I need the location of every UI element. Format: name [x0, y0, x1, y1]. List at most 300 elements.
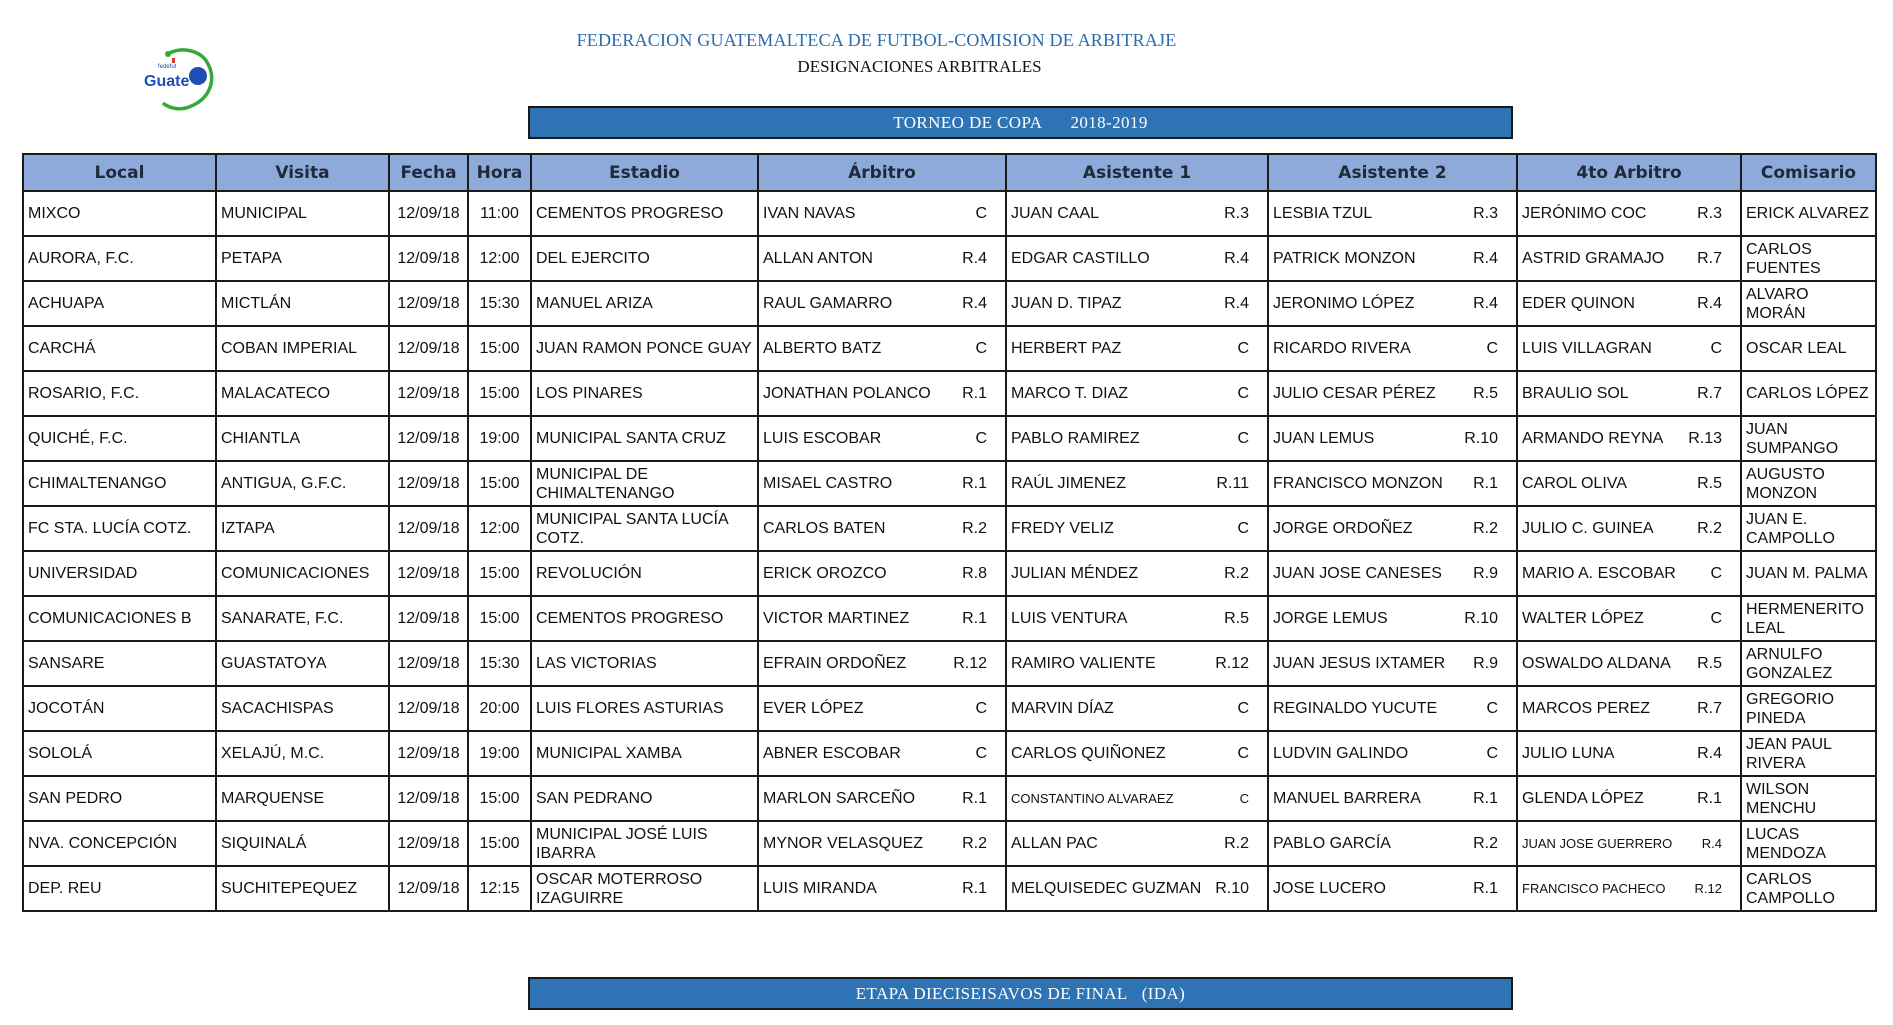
column-header-comisario: Comisario	[1741, 154, 1876, 191]
assistant-2-cell	[1268, 866, 1517, 911]
assistant-2-cell-rank: R.3	[1473, 205, 1498, 222]
referee-cell	[758, 641, 1006, 686]
fourth-official-cell	[1517, 776, 1741, 821]
date-cell: 12/09/18	[389, 236, 468, 281]
assistant-2-cell-rank: R.2	[1473, 835, 1498, 852]
commissioner-cell: JEAN PAUL RIVERA	[1741, 731, 1876, 776]
assistant-1-cell	[1006, 776, 1268, 821]
referee-cell-rank: R.1	[962, 880, 987, 897]
assistant-2-cell-name: JORGE ORDOÑEZ	[1273, 520, 1413, 537]
fourth-official-cell-name: GLENDA LÓPEZ	[1522, 790, 1644, 807]
stadium-cell: MUNICIPAL DE CHIMALTENANGO	[531, 461, 758, 506]
time-cell: 12:00	[468, 236, 531, 281]
commissioner-cell: GREGORIO PINEDA	[1741, 686, 1876, 731]
table-row	[23, 236, 1876, 281]
referee-cell-rank: C	[975, 205, 987, 222]
commissioner-cell: HERMENERITO LEAL	[1741, 596, 1876, 641]
commissioner-cell: LUCAS MENDOZA	[1741, 821, 1876, 866]
assistant-2-cell-rank: R.1	[1473, 880, 1498, 897]
date-cell: 12/09/18	[389, 461, 468, 506]
assistant-1-cell-rank: C	[1237, 520, 1249, 537]
fourth-official-cell-rank: R.1	[1697, 790, 1722, 807]
assistant-1-cell-name: JUAN D. TIPAZ	[1011, 295, 1122, 312]
visiting-team-cell: SUCHITEPEQUEZ	[216, 866, 389, 911]
date-cell: 12/09/18	[389, 776, 468, 821]
referee-cell	[758, 686, 1006, 731]
commissioner-cell: ARNULFO GONZALEZ	[1741, 641, 1876, 686]
assistant-2-cell-rank: C	[1486, 700, 1498, 717]
fourth-official-cell-name: JULIO LUNA	[1522, 745, 1615, 762]
logo-small-text: fedefut	[158, 64, 177, 70]
column-header-4to-arbitro: 4to Arbitro	[1517, 154, 1741, 191]
fourth-official-cell-rank: R.4	[1697, 745, 1722, 762]
visiting-team-cell: PETAPA	[216, 236, 389, 281]
local-team-cell: ACHUAPA	[23, 281, 216, 326]
assistant-1-cell-rank: R.3	[1224, 205, 1249, 222]
stadium-cell: LOS PINARES	[531, 371, 758, 416]
assistant-1-cell-name: EDGAR CASTILLO	[1011, 250, 1150, 267]
fourth-official-cell	[1517, 686, 1741, 731]
time-cell: 19:00	[468, 731, 531, 776]
assistant-2-cell	[1268, 326, 1517, 371]
assistant-1-cell-rank: C	[1237, 700, 1249, 717]
date-cell: 12/09/18	[389, 281, 468, 326]
column-header-asistente-2: Asistente 2	[1268, 154, 1517, 191]
fourth-official-cell-name: JULIO C. GUINEA	[1522, 520, 1654, 537]
time-cell: 20:00	[468, 686, 531, 731]
referee-cell-name: MARLON SARCEÑO	[763, 790, 916, 807]
fourth-official-cell-rank: R.5	[1697, 475, 1722, 492]
commissioner-cell: CARLOS CAMPOLLO	[1741, 866, 1876, 911]
assistant-2-cell-rank: C	[1486, 745, 1498, 762]
commissioner-cell: CARLOS LÓPEZ	[1741, 371, 1876, 416]
commissioner-cell: WILSON MENCHU	[1741, 776, 1876, 821]
commissioner-cell: OSCAR LEAL	[1741, 326, 1876, 371]
assistant-1-cell	[1006, 596, 1268, 641]
assistant-2-cell-name: JERONIMO LÓPEZ	[1273, 295, 1415, 312]
assistant-1-cell-rank: R.2	[1224, 565, 1249, 582]
local-team-cell: QUICHÉ, F.C.	[23, 416, 216, 461]
assistant-2-cell-name: JOSE LUCERO	[1273, 880, 1386, 897]
fourth-official-cell-rank: R.4	[1697, 295, 1722, 312]
local-team-cell: CARCHÁ	[23, 326, 216, 371]
table-row	[23, 461, 1876, 506]
local-team-cell: DEP. REU	[23, 866, 216, 911]
stadium-cell: CEMENTOS PROGRESO	[531, 191, 758, 236]
assistant-1-cell-rank: R.11	[1216, 475, 1249, 492]
date-cell: 12/09/18	[389, 371, 468, 416]
column-header-estadio: Estadio	[531, 154, 758, 191]
assistant-1-cell	[1006, 326, 1268, 371]
local-team-cell: SOLOLÁ	[23, 731, 216, 776]
tournament-season: 2018-2019	[1070, 112, 1148, 132]
date-cell: 12/09/18	[389, 821, 468, 866]
assistant-1-cell-name: RAMIRO VALIENTE	[1011, 655, 1156, 672]
fourth-official-cell-rank: R.13	[1688, 430, 1722, 447]
time-cell: 15:00	[468, 821, 531, 866]
fourth-official-cell	[1517, 416, 1741, 461]
referee-cell-rank: C	[975, 700, 987, 717]
assistant-1-cell-name: CARLOS QUIÑONEZ	[1011, 745, 1166, 762]
assistant-1-cell	[1006, 461, 1268, 506]
referee-cell-rank: R.2	[962, 520, 987, 537]
stadium-cell: MUNICIPAL JOSÉ LUIS IBARRA	[531, 821, 758, 866]
assistant-1-cell	[1006, 866, 1268, 911]
column-header-visita: Visita	[216, 154, 389, 191]
fourth-official-cell-rank: R.2	[1697, 520, 1722, 537]
assistant-2-cell-name: JORGE LEMUS	[1273, 610, 1388, 627]
local-team-cell: JOCOTÁN	[23, 686, 216, 731]
assistant-1-cell	[1006, 236, 1268, 281]
time-cell: 15:30	[468, 641, 531, 686]
assistant-2-cell	[1268, 461, 1517, 506]
column-header-asistente-1: Asistente 1	[1006, 154, 1268, 191]
visiting-team-cell: COMUNICACIONES	[216, 551, 389, 596]
assistant-1-cell	[1006, 506, 1268, 551]
table-row	[23, 506, 1876, 551]
fourth-official-cell-name: OSWALDO ALDANA	[1522, 655, 1671, 672]
table-row	[23, 281, 1876, 326]
assistant-2-cell-rank: R.9	[1473, 655, 1498, 672]
referee-cell-rank: R.1	[962, 790, 987, 807]
assistant-1-cell	[1006, 686, 1268, 731]
assistant-2-cell-rank: R.5	[1473, 385, 1498, 402]
assistant-2-cell-name: JULIO CESAR PÉREZ	[1273, 385, 1436, 402]
stage-leg: (IDA)	[1141, 983, 1186, 1003]
stadium-cell: MUNICIPAL SANTA LUCÍA COTZ.	[531, 506, 758, 551]
local-team-cell: COMUNICACIONES B	[23, 596, 216, 641]
visiting-team-cell: ANTIGUA, G.F.C.	[216, 461, 389, 506]
referee-cell	[758, 551, 1006, 596]
fourth-official-cell-name: EDER QUINON	[1522, 295, 1635, 312]
stadium-cell: MUNICIPAL XAMBA	[531, 731, 758, 776]
assistant-2-cell	[1268, 596, 1517, 641]
time-cell: 15:00	[468, 326, 531, 371]
fourth-official-cell-rank: C	[1710, 565, 1722, 582]
assistant-1-cell	[1006, 416, 1268, 461]
fourth-official-cell	[1517, 551, 1741, 596]
local-team-cell: MIXCO	[23, 191, 216, 236]
fourth-official-cell	[1517, 821, 1741, 866]
assistant-1-cell	[1006, 731, 1268, 776]
assistant-2-cell-rank: R.10	[1464, 610, 1498, 627]
referee-cell	[758, 821, 1006, 866]
assistant-2-cell	[1268, 236, 1517, 281]
commissioner-cell: ERICK ALVAREZ	[1741, 191, 1876, 236]
assistant-2-cell	[1268, 641, 1517, 686]
column-header-local: Local	[23, 154, 216, 191]
fourth-official-cell-rank: R.5	[1697, 655, 1722, 672]
commissioner-cell: AUGUSTO MONZON	[1741, 461, 1876, 506]
referee-cell	[758, 866, 1006, 911]
assistant-2-cell-name: PABLO GARCÍA	[1273, 835, 1391, 852]
table-header-row	[23, 154, 1876, 191]
fourth-official-cell	[1517, 731, 1741, 776]
visiting-team-cell: CHIANTLA	[216, 416, 389, 461]
time-cell: 15:00	[468, 371, 531, 416]
stadium-cell: LUIS FLORES ASTURIAS	[531, 686, 758, 731]
referee-cell-rank: R.4	[962, 250, 987, 267]
document-subtitle-text: DESIGNACIONES ARBITRALES	[797, 57, 1042, 76]
table-row	[23, 371, 1876, 416]
time-cell: 15:00	[468, 461, 531, 506]
visiting-team-cell: COBAN IMPERIAL	[216, 326, 389, 371]
table-row	[23, 551, 1876, 596]
referee-cell-rank: R.8	[962, 565, 987, 582]
stadium-cell: REVOLUCIÓN	[531, 551, 758, 596]
tournament-name: TORNEO DE COPA	[893, 112, 1043, 132]
referee-cell-rank: R.1	[962, 610, 987, 627]
assistant-1-cell-rank: R.5	[1224, 610, 1249, 627]
assistant-2-cell-name: RICARDO RIVERA	[1273, 340, 1411, 357]
column-header-arbitro: Árbitro	[758, 154, 1006, 191]
referee-cell-name: ALBERTO BATZ	[763, 340, 882, 357]
fourth-official-cell-rank: R.7	[1697, 250, 1722, 267]
table-row	[23, 416, 1876, 461]
local-team-cell: SAN PEDRO	[23, 776, 216, 821]
visiting-team-cell: MALACATECO	[216, 371, 389, 416]
referee-cell-name: ABNER ESCOBAR	[763, 745, 901, 762]
fourth-official-cell-name: MARCOS PEREZ	[1522, 700, 1651, 717]
fourth-official-cell	[1517, 461, 1741, 506]
commissioner-cell: CARLOS FUENTES	[1741, 236, 1876, 281]
commissioner-cell: ALVARO MORÁN	[1741, 281, 1876, 326]
assistant-1-cell-rank: R.10	[1215, 880, 1249, 897]
assistant-1-cell-name: MARVIN DÍAZ	[1011, 700, 1114, 717]
stadium-cell: SAN PEDRANO	[531, 776, 758, 821]
referee-cell-name: CARLOS BATEN	[763, 520, 886, 537]
assistant-2-cell-name: JUAN LEMUS	[1273, 430, 1375, 447]
visiting-team-cell: MARQUENSE	[216, 776, 389, 821]
referee-cell-rank: C	[975, 745, 987, 762]
referee-cell-name: ALLAN ANTON	[763, 250, 873, 267]
referee-cell-rank: R.1	[962, 475, 987, 492]
assistant-1-cell	[1006, 371, 1268, 416]
fourth-official-cell	[1517, 236, 1741, 281]
assistant-1-cell-rank: C	[1237, 745, 1249, 762]
assistant-2-cell	[1268, 506, 1517, 551]
document-subtitle	[0, 57, 1893, 77]
assistant-1-cell	[1006, 821, 1268, 866]
fourth-official-cell-name: MARIO A. ESCOBAR	[1522, 565, 1676, 582]
table-row	[23, 191, 1876, 236]
assistant-1-cell-rank: C	[1237, 385, 1249, 402]
referee-cell-rank: R.4	[962, 295, 987, 312]
assistant-1-cell-rank: C	[1239, 791, 1249, 806]
stage-name: ETAPA DIECISEISAVOS DE FINAL	[855, 983, 1128, 1003]
time-cell: 19:00	[468, 416, 531, 461]
referee-cell-rank: R.12	[953, 655, 987, 672]
time-cell: 12:00	[468, 506, 531, 551]
assistant-1-cell-name: RAÚL JIMENEZ	[1011, 475, 1126, 492]
referee-cell	[758, 191, 1006, 236]
referee-cell-name: LUIS MIRANDA	[763, 880, 877, 897]
referee-cell-name: MYNOR VELASQUEZ	[763, 835, 924, 852]
date-cell: 12/09/18	[389, 506, 468, 551]
stadium-cell: DEL EJERCITO	[531, 236, 758, 281]
commissioner-cell: JUAN SUMPANGO	[1741, 416, 1876, 461]
fourth-official-cell-name: ARMANDO REYNA	[1522, 430, 1664, 447]
visiting-team-cell: MUNICIPAL	[216, 191, 389, 236]
stadium-cell: OSCAR MOTERROSO IZAGUIRRE	[531, 866, 758, 911]
assistant-2-cell-name: PATRICK MONZON	[1273, 250, 1416, 267]
fourth-official-cell	[1517, 866, 1741, 911]
referee-cell-name: MISAEL CASTRO	[763, 475, 893, 492]
tournament-banner	[528, 106, 1513, 139]
federation-title-text: FEDERACION GUATEMALTECA DE FUTBOL-COMISION DE ARBITRAJE	[576, 30, 1177, 50]
assistant-1-cell-name: JUAN CAAL	[1011, 205, 1100, 222]
assistant-2-cell-name: JUAN JESUS IXTAMER	[1273, 655, 1446, 672]
referee-cell	[758, 326, 1006, 371]
assistant-1-cell	[1006, 641, 1268, 686]
stadium-cell: CEMENTOS PROGRESO	[531, 596, 758, 641]
referee-cell-rank: C	[975, 340, 987, 357]
column-header-hora: Hora	[468, 154, 531, 191]
assistant-1-cell-name: FREDY VELIZ	[1011, 520, 1114, 537]
time-cell: 12:15	[468, 866, 531, 911]
referee-cell-rank: R.1	[962, 385, 987, 402]
referee-cell	[758, 506, 1006, 551]
time-cell: 15:30	[468, 281, 531, 326]
table-row	[23, 641, 1876, 686]
assistant-2-cell	[1268, 281, 1517, 326]
fourth-official-cell	[1517, 371, 1741, 416]
date-cell: 12/09/18	[389, 416, 468, 461]
fourth-official-cell-name: JERÓNIMO COC	[1522, 205, 1647, 222]
table-row	[23, 776, 1876, 821]
commissioner-cell: JUAN M. PALMA	[1741, 551, 1876, 596]
visiting-team-cell: GUASTATOYA	[216, 641, 389, 686]
assistant-1-cell-rank: C	[1237, 340, 1249, 357]
referee-cell	[758, 236, 1006, 281]
fourth-official-cell-rank: R.7	[1697, 700, 1722, 717]
assistant-1-cell-name: HERBERT PAZ	[1011, 340, 1122, 357]
assistant-1-cell-name: CONSTANTINO ALVARAEZ	[1011, 791, 1174, 806]
date-cell: 12/09/18	[389, 551, 468, 596]
fourth-official-cell	[1517, 326, 1741, 371]
referee-cell-name: EFRAIN ORDOÑEZ	[763, 655, 907, 672]
referee-cell	[758, 731, 1006, 776]
referee-cell	[758, 461, 1006, 506]
referee-cell-name: RAUL GAMARRO	[763, 295, 893, 312]
assistant-2-cell-rank: R.9	[1473, 565, 1498, 582]
assistant-2-cell	[1268, 371, 1517, 416]
referee-cell	[758, 416, 1006, 461]
referee-cell	[758, 371, 1006, 416]
stadium-cell: LAS VICTORIAS	[531, 641, 758, 686]
assistant-2-cell-name: JUAN JOSE CANESES	[1273, 565, 1442, 582]
local-team-cell: SANSARE	[23, 641, 216, 686]
assistant-1-cell	[1006, 551, 1268, 596]
assistant-2-cell-rank: R.2	[1473, 520, 1498, 537]
assistant-2-cell-rank: R.4	[1473, 250, 1498, 267]
date-cell: 12/09/18	[389, 686, 468, 731]
assistant-2-cell-rank: R.4	[1473, 295, 1498, 312]
fourth-official-cell-rank: R.4	[1701, 836, 1722, 851]
referee-cell-name: VICTOR MARTINEZ	[763, 610, 910, 627]
assistant-1-cell-rank: C	[1237, 430, 1249, 447]
fourth-official-cell-rank: R.7	[1697, 385, 1722, 402]
stage-banner	[528, 977, 1513, 1010]
assistant-1-cell-rank: R.4	[1224, 250, 1249, 267]
time-cell: 11:00	[468, 191, 531, 236]
visiting-team-cell: MICTLÁN	[216, 281, 389, 326]
assistant-2-cell	[1268, 776, 1517, 821]
fourth-official-cell-rank: C	[1710, 610, 1722, 627]
assistant-1-cell	[1006, 191, 1268, 236]
fourth-official-cell-name: BRAULIO SOL	[1522, 385, 1629, 402]
assistant-2-cell	[1268, 416, 1517, 461]
commissioner-cell: JUAN E. CAMPOLLO	[1741, 506, 1876, 551]
assistant-1-cell-name: LUIS VENTURA	[1011, 610, 1128, 627]
stadium-cell: MUNICIPAL SANTA CRUZ	[531, 416, 758, 461]
assistant-1-cell	[1006, 281, 1268, 326]
referee-cell	[758, 596, 1006, 641]
assistant-2-cell-rank: R.10	[1464, 430, 1498, 447]
federation-title	[0, 30, 1893, 51]
date-cell: 12/09/18	[389, 326, 468, 371]
assistant-2-cell-name: MANUEL BARRERA	[1273, 790, 1421, 807]
assistant-2-cell-name: FRANCISCO MONZON	[1273, 475, 1443, 492]
time-cell: 15:00	[468, 596, 531, 641]
visiting-team-cell: XELAJÚ, M.C.	[216, 731, 389, 776]
assistant-1-cell-name: PABLO RAMIREZ	[1011, 430, 1140, 447]
assistant-2-cell-name: LUDVIN GALINDO	[1273, 745, 1409, 762]
referee-cell-rank: C	[975, 430, 987, 447]
assistant-1-cell-name: MELQUISEDEC GUZMAN	[1011, 880, 1202, 897]
assistant-2-cell-name: REGINALDO YUCUTE	[1273, 700, 1438, 717]
table-row	[23, 686, 1876, 731]
date-cell: 12/09/18	[389, 731, 468, 776]
assistant-2-cell	[1268, 551, 1517, 596]
date-cell: 12/09/18	[389, 191, 468, 236]
date-cell: 12/09/18	[389, 596, 468, 641]
local-team-cell: AURORA, F.C.	[23, 236, 216, 281]
fourth-official-cell-name: WALTER LÓPEZ	[1522, 610, 1644, 627]
assistant-2-cell-rank: R.1	[1473, 475, 1498, 492]
time-cell: 15:00	[468, 776, 531, 821]
fourth-official-cell-rank: R.12	[1694, 881, 1722, 896]
local-team-cell: NVA. CONCEPCIÓN	[23, 821, 216, 866]
stadium-cell: MANUEL ARIZA	[531, 281, 758, 326]
local-team-cell: CHIMALTENANGO	[23, 461, 216, 506]
assistant-1-cell-name: JULIAN MÉNDEZ	[1011, 565, 1139, 582]
assistant-1-cell-rank: R.2	[1224, 835, 1249, 852]
date-cell: 12/09/18	[389, 866, 468, 911]
column-header-fecha: Fecha	[389, 154, 468, 191]
referee-cell	[758, 281, 1006, 326]
fourth-official-cell-rank: C	[1710, 340, 1722, 357]
visiting-team-cell: SANARATE, F.C.	[216, 596, 389, 641]
table-row	[23, 326, 1876, 371]
assistant-2-cell	[1268, 191, 1517, 236]
fourth-official-cell	[1517, 596, 1741, 641]
referee-cell-name: JONATHAN POLANCO	[763, 385, 931, 402]
assistant-2-cell-name: LESBIA TZUL	[1273, 205, 1373, 222]
stadium-cell: JUAN RAMON PONCE GUAY	[531, 326, 758, 371]
referee-cell-name: ERICK OROZCO	[763, 565, 887, 582]
referee-cell-name: LUIS ESCOBAR	[763, 430, 882, 447]
visiting-team-cell: IZTAPA	[216, 506, 389, 551]
local-team-cell: FC STA. LUCÍA COTZ.	[23, 506, 216, 551]
time-cell: 15:00	[468, 551, 531, 596]
table-row	[23, 731, 1876, 776]
referee-cell	[758, 776, 1006, 821]
assistant-1-cell-rank: R.4	[1224, 295, 1249, 312]
visiting-team-cell: SIQUINALÁ	[216, 821, 389, 866]
fourth-official-cell	[1517, 641, 1741, 686]
assistant-1-cell-name: ALLAN PAC	[1011, 835, 1098, 852]
